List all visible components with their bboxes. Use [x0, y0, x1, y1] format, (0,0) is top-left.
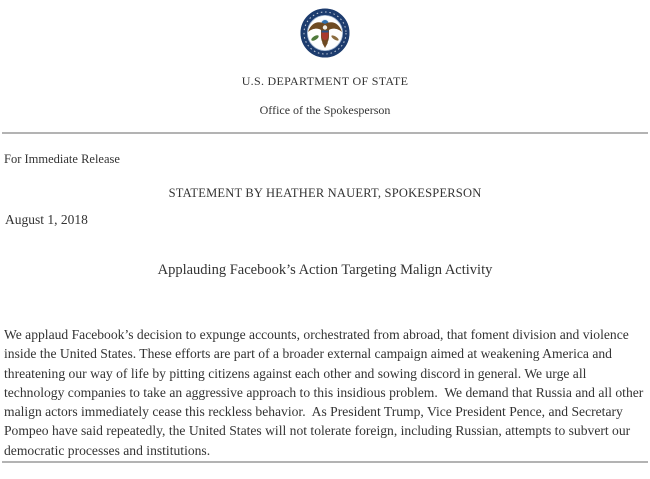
bottom-divider [2, 461, 648, 463]
office-name: Office of the Spokesperson [259, 103, 391, 117]
statement-by-line: STATEMENT BY HEATHER NAUERT, SPOKESPERSON [168, 186, 482, 200]
release-type-label: For Immediate Release [4, 152, 120, 166]
department-name: U.S. DEPARTMENT OF STATE [241, 74, 409, 88]
seal-container [0, 8, 650, 63]
release-date: August 1, 2018 [5, 212, 88, 227]
statement-title: Applauding Facebook’s Action Targeting Malign Activity [157, 262, 493, 278]
top-divider [2, 132, 648, 134]
statement-body: We applaud Facebook’s decision to expunge accounts, orchestrated from abroad, that foment division and violence inside the United States. These efforts are part of a broader external campaign aimed at weakening America and threatening our way of life by pitting citizens against each other and sowing discord in general. We urge all technology companies to take an aggressive approach to this insidious problem. We demand that Russia and all other malign actors immediately cease this reckless behavior. As President Trump, Vice President Pence, and Secretary Pompeo have said repeatedly, the United States will not tolerate foreign, including Russian, attempts to subvert our democratic processes and institutions. [4, 327, 647, 458]
state-department-seal-icon [300, 45, 350, 62]
